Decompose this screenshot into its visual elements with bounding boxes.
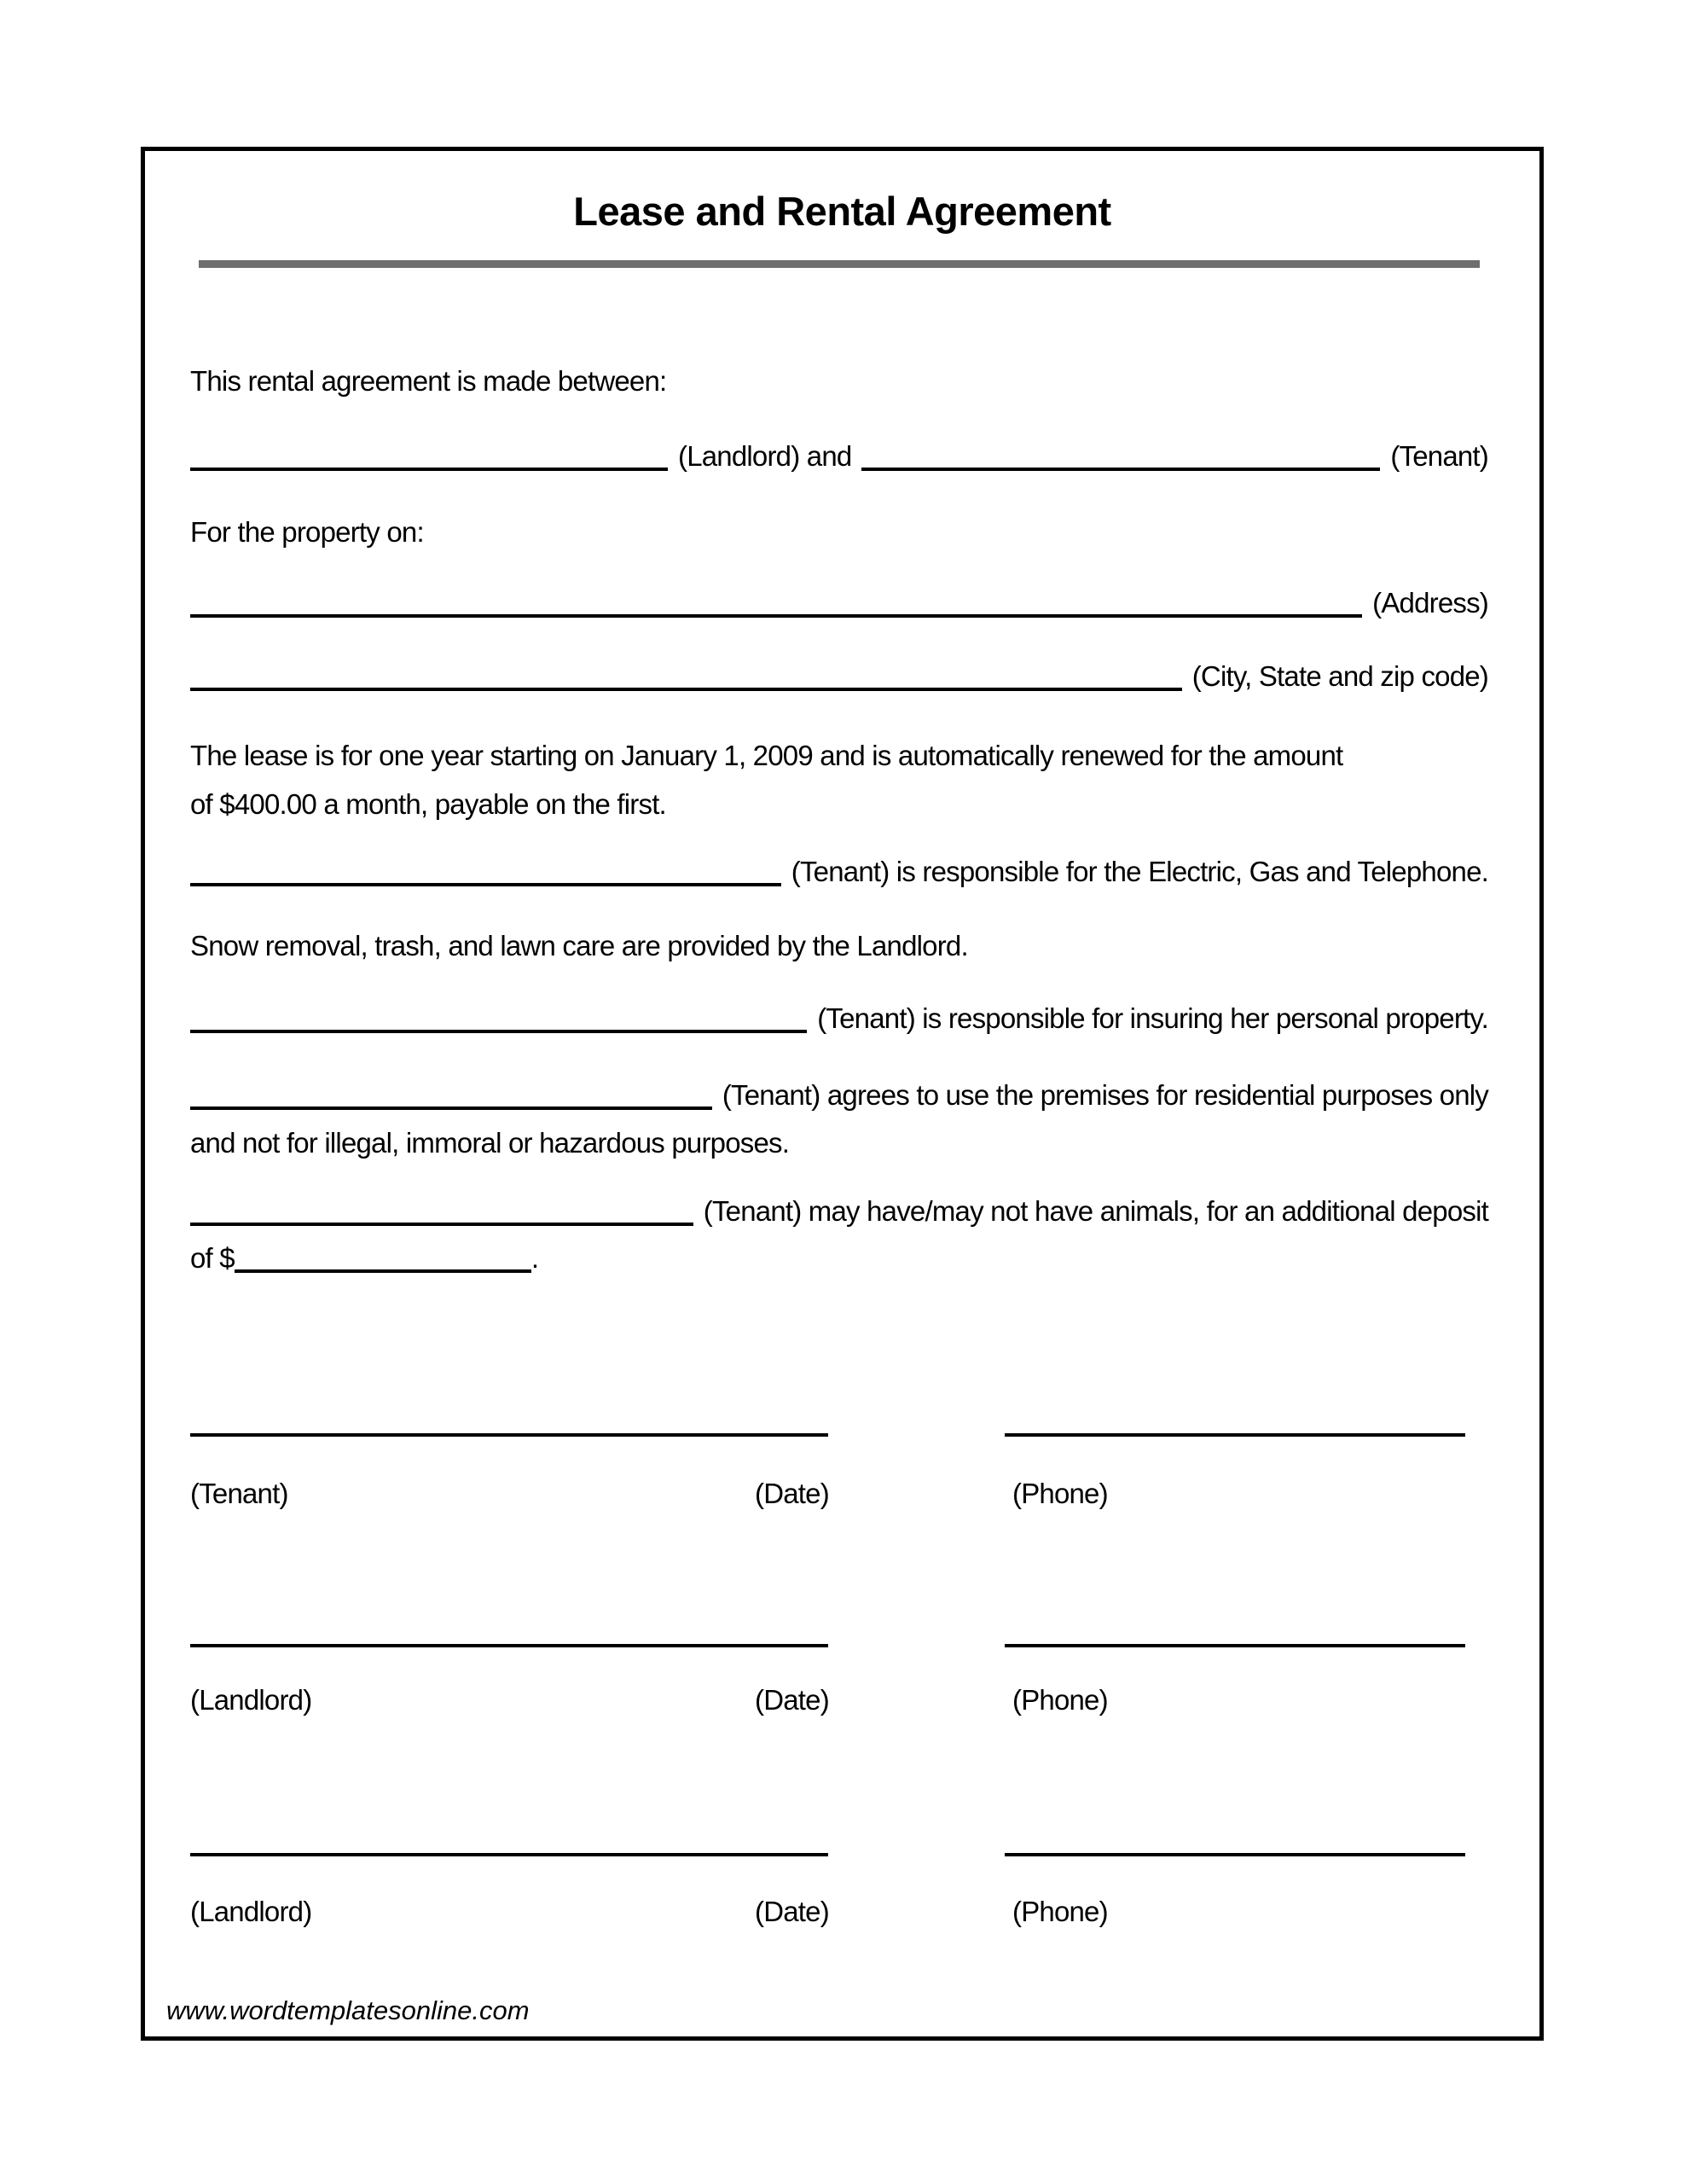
deposit-suffix: .	[530, 1242, 539, 1274]
date-label: (Date)	[755, 1684, 829, 1716]
animals-clause: (Tenant) may have/may not have animals, for an additional deposit	[703, 1195, 1488, 1227]
city-label: (City, State and zip code)	[1191, 660, 1488, 692]
address-blank	[190, 614, 1362, 618]
intro-paragraph: This rental agreement is made between:	[190, 365, 667, 397]
landlord-signature-label: (Landlord)	[190, 1896, 312, 1927]
landlord-name-blank	[190, 468, 668, 471]
agreement-page	[141, 147, 1544, 2041]
utilities-row	[190, 853, 1488, 890]
animals-row	[190, 1193, 1488, 1229]
agreement-title: Lease and Rental Agreement	[573, 189, 1111, 234]
landlord2-signature-line	[190, 1853, 828, 1856]
landlord-label: (Landlord) and	[678, 440, 852, 472]
address-label: (Address)	[1372, 587, 1488, 619]
site-footer: www.wordtemplatesonline.com	[166, 1995, 530, 2025]
tenant-signature-line	[190, 1433, 828, 1437]
phone-label: (Phone)	[1012, 1896, 1108, 1927]
premises-clause: (Tenant) agrees to use the premises for residential purposes only	[722, 1079, 1488, 1111]
premises-row	[190, 1077, 1488, 1113]
insurance-row	[190, 1000, 1488, 1037]
property-heading: For the property on:	[190, 516, 424, 548]
landlord2-phone-line	[1005, 1853, 1465, 1856]
tenant-premises-blank	[190, 1107, 712, 1110]
services-clause: Snow removal, trash, and lawn care are provided by the Landlord.	[190, 930, 968, 961]
deposit-row	[190, 1240, 1488, 1276]
phone-label: (Phone)	[1012, 1684, 1108, 1716]
lease-term-line-1: The lease is for one year starting on January 1, 2009 and is automatically renewed for the amount	[190, 740, 1343, 771]
landlord-signature-labels	[190, 1682, 1488, 1718]
tenant-label: (Tenant)	[1390, 440, 1488, 472]
city-row	[190, 658, 1488, 694]
utilities-clause: (Tenant) is responsible for the Electric, Gas and Telephone.	[791, 856, 1488, 887]
insurance-clause: (Tenant) is responsible for insuring her personal property.	[817, 1002, 1488, 1034]
deposit-amount-blank	[235, 1269, 531, 1273]
tenant-animals-blank	[190, 1223, 693, 1226]
landlord2-signature-labels	[190, 1893, 1488, 1930]
city-blank	[190, 688, 1182, 691]
premises-clause-continuation: and not for illegal, immoral or hazardous purposes.	[190, 1127, 790, 1159]
landlord-phone-line	[1005, 1644, 1465, 1647]
landlord-signature-line	[190, 1644, 828, 1647]
tenant-signature-label: (Tenant)	[190, 1478, 288, 1509]
address-row	[190, 584, 1488, 621]
phone-label: (Phone)	[1012, 1478, 1108, 1509]
tenant-signature-labels	[190, 1475, 1488, 1512]
tenant-insurance-blank	[190, 1030, 807, 1033]
tenant-utilities-blank	[190, 883, 781, 886]
date-label: (Date)	[755, 1478, 829, 1509]
lease-term-clause	[190, 731, 1488, 828]
parties-row	[190, 438, 1488, 474]
tenant-name-blank	[861, 468, 1380, 471]
tenant-phone-line	[1005, 1433, 1465, 1437]
date-label: (Date)	[755, 1896, 829, 1927]
landlord-signature-label: (Landlord)	[190, 1684, 312, 1716]
lease-term-line-2: of $400.00 a month, payable on the first.	[190, 788, 666, 820]
deposit-prefix: of $	[190, 1242, 235, 1274]
title-rule	[199, 260, 1480, 268]
